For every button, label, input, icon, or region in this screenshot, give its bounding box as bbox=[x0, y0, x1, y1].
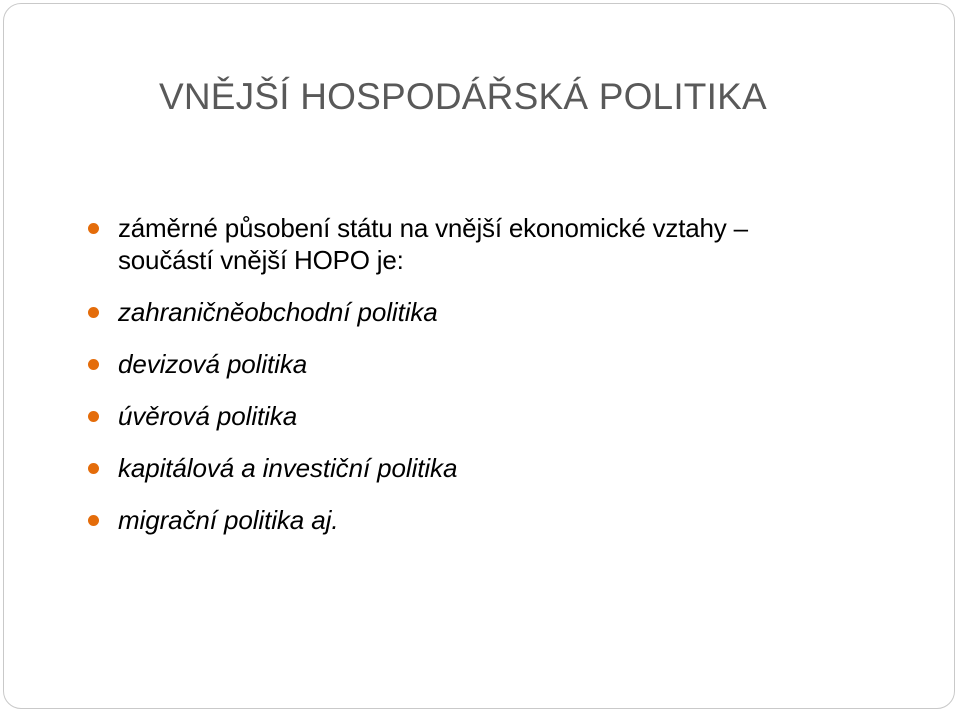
list-item-text: úvěrová politika bbox=[118, 401, 298, 431]
bullet-icon bbox=[88, 307, 99, 318]
list-item-text: devizová politika bbox=[118, 349, 308, 379]
list-item bbox=[84, 400, 844, 432]
slide-frame bbox=[3, 3, 955, 709]
list-item bbox=[84, 452, 844, 484]
bullet-icon bbox=[88, 359, 99, 370]
bullet-icon bbox=[88, 515, 99, 526]
bullet-list bbox=[84, 212, 844, 556]
list-item-text: migrační politika aj. bbox=[118, 505, 339, 535]
list-item-text: zahraničněobchodní politika bbox=[118, 297, 438, 327]
list-item bbox=[84, 212, 844, 276]
list-item-text: kapitálová a investiční politika bbox=[118, 453, 458, 483]
list-item-text-line1: záměrné působení státu na vnější ekonomické vztahy – bbox=[118, 213, 748, 243]
list-item bbox=[84, 296, 844, 328]
bullet-icon bbox=[88, 463, 99, 474]
list-item bbox=[84, 504, 844, 536]
slide-title: VNĚJŠÍ HOSPODÁŘSKÁ POLITIKA bbox=[159, 76, 767, 117]
list-item bbox=[84, 348, 844, 380]
bullet-icon bbox=[88, 223, 99, 234]
list-item-text-line2: součástí vnější HOPO je: bbox=[118, 245, 404, 275]
bullet-icon bbox=[88, 411, 99, 422]
